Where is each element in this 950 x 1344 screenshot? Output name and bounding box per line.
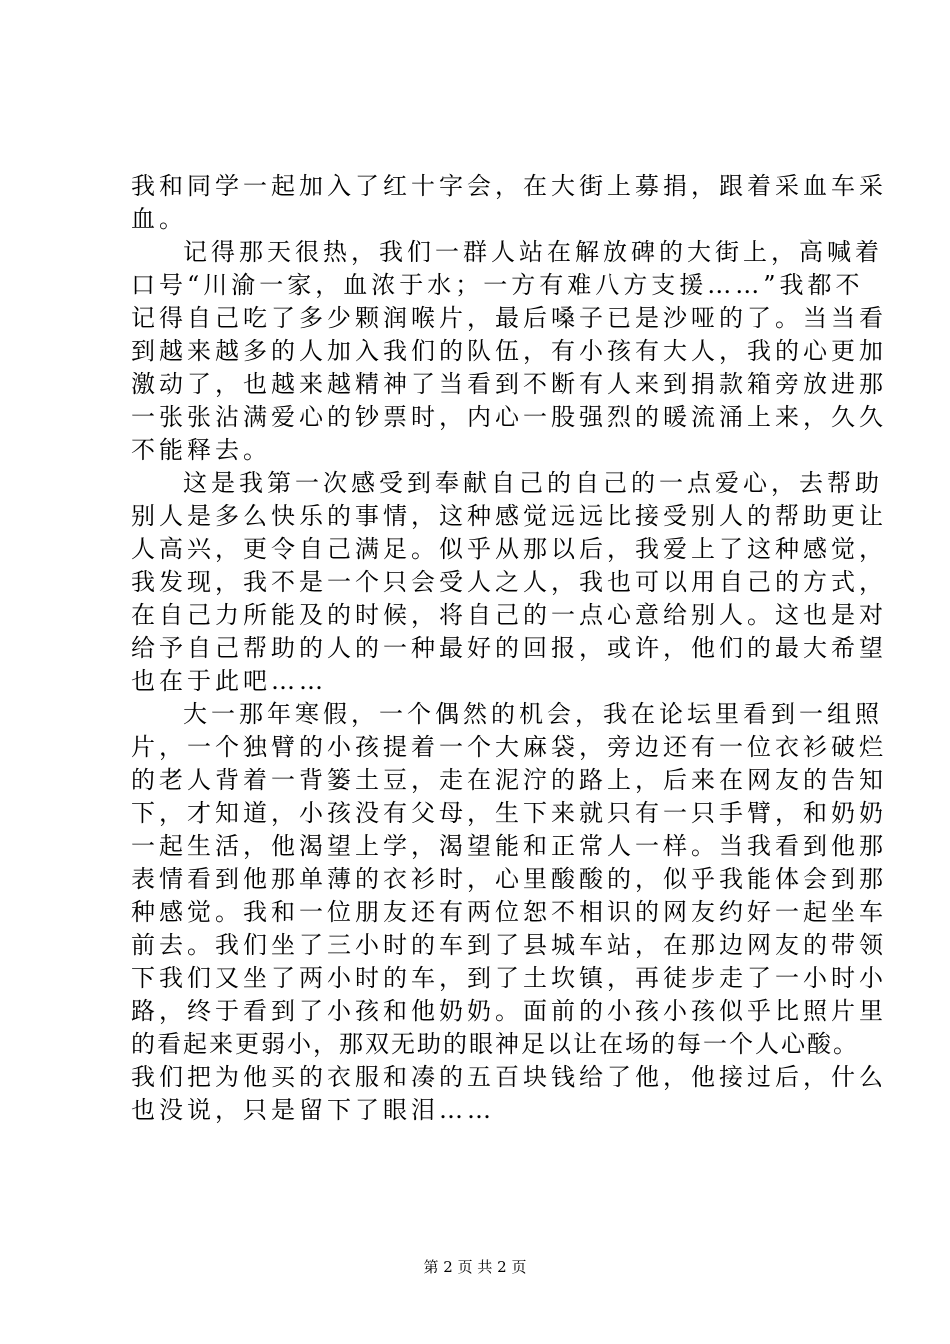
text-line: 表情看到他那单薄的衣衫时，心里酸酸的，似乎我能体会到那 [131, 865, 887, 893]
paragraph-first-line: 记得那天很热，我们一群人站在解放碑的大街上，高喊着 [183, 238, 883, 266]
body-text [131, 170, 887, 1127]
text-line: 记得自己吃了多少颗润喉片，最后嗓子已是沙哑的了。当当看 [131, 304, 887, 332]
text-line: 也在于此吧…… [131, 667, 327, 695]
text-line: 血。 [131, 205, 187, 233]
text-line: 路，终于看到了小孩和他奶奶。面前的小孩小孩似乎比照片里 [131, 997, 887, 1025]
text-line: 我们把为他买的衣服和凑的五百块钱给了他，他接过后，什么 [131, 1063, 887, 1091]
page-number-footer: 第 2 页 共 2 页 [423, 1258, 527, 1276]
text-line: 我发现，我不是一个只会受人之人，我也可以用自己的方式， [131, 568, 887, 596]
text-line: 别人是多么快乐的事情，这种感觉远远比接受别人的帮助更让 [131, 502, 887, 530]
text-line: 也没说，只是留下了眼泪…… [131, 1096, 495, 1124]
text-line: 一张张沾满爱心的钞票时，内心一股强烈的暖流涌上来，久久 [131, 403, 887, 431]
paragraph-first-line: 这是我第一次感受到奉献自己的自己的一点爱心，去帮助 [183, 469, 883, 497]
text-line: 给予自己帮助的人的一种最好的回报，或许，他们的最大希望 [131, 634, 887, 662]
paragraph-first-line: 大一那年寒假，一个偶然的机会，我在论坛里看到一组照 [183, 700, 883, 728]
text-line: 口号“川渝一家，血浓于水；一方有难八方支援……”我都不 [131, 271, 864, 299]
text-line: 人高兴，更令自己满足。似乎从那以后，我爱上了这种感觉， [131, 535, 887, 563]
text-line: 的老人背着一背篓土豆，走在泥泞的路上，后来在网友的告知 [131, 766, 887, 794]
text-line: 激动了，也越来越精神了当看到不断有人来到捐款箱旁放进那 [131, 370, 887, 398]
text-line: 的看起来更弱小，那双无助的眼神足以让在场的每一个人心酸。 [131, 1030, 859, 1058]
text-line: 种感觉。我和一位朋友还有两位恕不相识的网友约好一起坐车 [131, 898, 887, 926]
text-line: 下，才知道，小孩没有父母，生下来就只有一只手臂，和奶奶 [131, 799, 887, 827]
text-line: 我和同学一起加入了红十字会，在大街上募捐，跟着采血车采 [131, 172, 887, 200]
text-line: 片，一个独臂的小孩提着一个大麻袋，旁边还有一位衣衫破烂 [131, 733, 887, 761]
text-line: 在自己力所能及的时候，将自己的一点心意给别人。这也是对 [131, 601, 887, 629]
text-line: 前去。我们坐了三小时的车到了县城车站，在那边网友的带领 [131, 931, 887, 959]
text-line: 不能释去。 [131, 436, 271, 464]
text-line: 下我们又坐了两小时的车，到了土坎镇，再徒步走了一小时小 [131, 964, 887, 992]
text-line: 到越来越多的人加入我们的队伍，有小孩有大人，我的心更加 [131, 337, 887, 365]
text-line: 一起生活，他渴望上学，渴望能和正常人一样。当我看到他那 [131, 832, 887, 860]
